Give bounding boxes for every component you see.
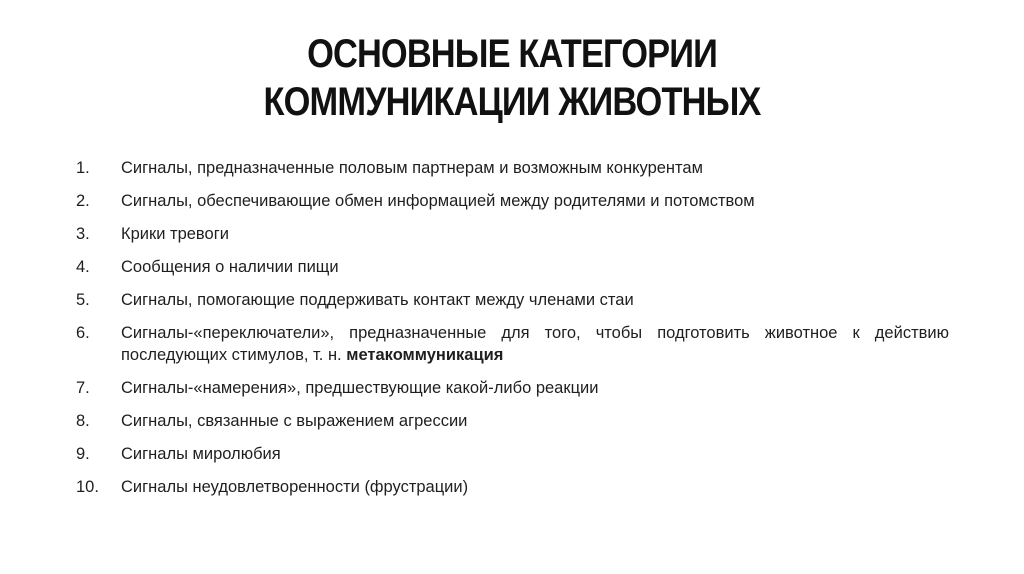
item-text: Сигналы неудовлетворенности (фрустрации) — [121, 478, 469, 496]
item-number: 5. — [76, 291, 90, 309]
item-number: 9. — [76, 445, 90, 463]
item-text: Сигналы, связанные с выражением агрессии — [121, 412, 468, 430]
list-item-4 — [76, 256, 949, 278]
item-text — [121, 322, 949, 366]
item-number: 1. — [76, 159, 90, 177]
list-item-5 — [76, 289, 949, 311]
item-number: 8. — [76, 412, 90, 430]
list-item-9 — [76, 443, 949, 465]
item-number: 10. — [76, 478, 99, 496]
list-item-6 — [76, 322, 949, 366]
item-text: Сигналы, помогающие поддерживать контакт между членами стаи — [121, 291, 634, 309]
title-line-1: ОСНОВНЫЕ КАТЕГОРИИ — [307, 32, 717, 76]
category-list — [76, 157, 949, 509]
item-text: Сигналы миролюбия — [121, 445, 281, 463]
title-line-2: КОММУНИКАЦИИ ЖИВОТНЫХ — [263, 80, 761, 124]
item-text-regular: Сигналы-«переключатели», предназначенные для того, чтобы подготовить животное к действию последующих стимулов, т. н. — [121, 324, 949, 364]
list-item-3 — [76, 223, 949, 245]
slide-title — [72, 30, 953, 126]
item-number: 7. — [76, 379, 90, 397]
list-item-8 — [76, 410, 949, 432]
item-number: 2. — [76, 192, 90, 210]
item-text: Сообщения о наличии пищи — [121, 258, 339, 276]
list-item-2 — [76, 190, 949, 212]
item-number: 3. — [76, 225, 90, 243]
item-text: Сигналы-«намерения», предшествующие какой-либо реакции — [121, 379, 599, 397]
item-text: Крики тревоги — [121, 225, 229, 243]
list-item-1 — [76, 157, 949, 179]
item-text: Сигналы, предназначенные половым партнерам и возможным конкурентам — [121, 159, 703, 177]
item-number: 4. — [76, 258, 90, 276]
item-number: 6. — [76, 324, 90, 342]
item-text: Сигналы, обеспечивающие обмен информацией между родителями и потомством — [121, 192, 755, 210]
list-item-7 — [76, 377, 949, 399]
item-text-bold: метакоммуникация — [346, 346, 504, 364]
list-item-10 — [76, 476, 949, 498]
